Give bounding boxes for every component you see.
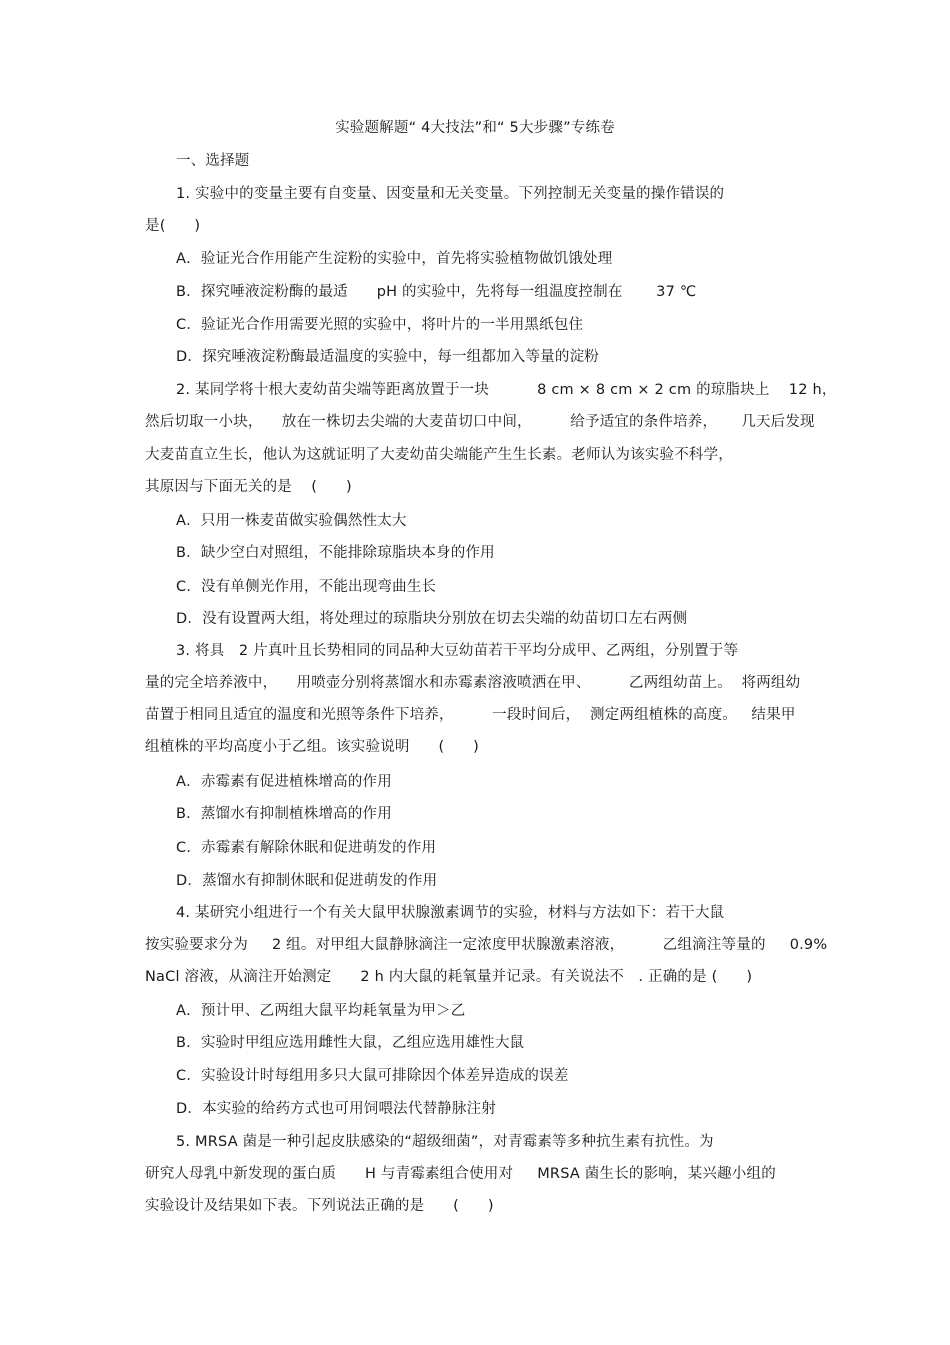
q1-option-c: C．验证光合作用需要光照的实验中，将叶片的一半用黑纸包住 <box>176 317 584 333</box>
q2-stem-line1: 2. 某同学将十根大麦幼苗尖端等距离放置于一块 8 cm × 8 cm × 2 cm 的琼脂块上 12 h， <box>176 382 837 398</box>
document-title: 实验题解题“ 4大技法”和“ 5大步骤”专练卷 <box>335 120 615 136</box>
q3-stem-line2: 量的完全培养液中， 用喷壶分别将蒸馏水和赤霉素溶液喷洒在甲、 乙两组幼苗上。 将两组幼 <box>145 675 801 691</box>
q3-option-a: A．赤霉素有促进植株增高的作用 <box>176 774 392 790</box>
q3-option-c: C．赤霉素有解除休眠和促进萌发的作用 <box>176 840 437 856</box>
q5-stem-line2: 研究人母乳中新发现的蛋白质 H 与青霉素组合使用对 MRSA 菌生长的影响，某兴趣小组的 <box>145 1166 776 1182</box>
q1-stem-line1: 1. 实验中的变量主要有自变量、因变量和无关变量。下列控制无关变量的操作错误的 <box>176 186 725 202</box>
q4-option-d: D．本实验的给药方式也可用饲喂法代替静脉注射 <box>176 1101 497 1117</box>
q1-stem-line2: 是( ) <box>145 218 201 234</box>
q2-option-c: C．没有单侧光作用，不能出现弯曲生长 <box>176 579 437 595</box>
q2-option-b: B．缺少空白对照组，不能排除琼脂块本身的作用 <box>176 545 495 561</box>
q2-stem-line4: 其原因与下面无关的是 ( ) <box>145 479 352 495</box>
q2-stem-line2: 然后切取一小块， 放在一株切去尖端的大麦苗切口中间， 给予适宜的条件培养， 几天后发现 <box>145 414 815 430</box>
q3-option-d: D．蒸馏水有抑制休眠和促进萌发的作用 <box>176 873 438 889</box>
q5-stem-line3: 实验设计及结果如下表。下列说法正确的是 ( ) <box>145 1198 494 1214</box>
q4-stem-line3: NaCl 溶液，从滴注开始测定 2 h 内大鼠的耗氧量并记录。有关说法不 . 正确的是 ( ) <box>145 969 753 985</box>
q4-option-b: B．实验时甲组应选用雌性大鼠，乙组应选用雄性大鼠 <box>176 1035 525 1051</box>
q4-stem-line2: 按实验要求分为 2 组。对甲组大鼠静脉滴注一定浓度甲状腺激素溶液， 乙组滴注等量的 0.9% <box>145 937 828 953</box>
q2-option-a: A．只用一株麦苗做实验偶然性太大 <box>176 513 407 529</box>
q4-option-c: C．实验设计时每组用多只大鼠可排除因个体差异造成的误差 <box>176 1068 569 1084</box>
q3-stem-line4: 组植株的平均高度小于乙组。该实验说明 ( ) <box>145 739 480 755</box>
q2-option-d: D．没有设置两大组，将处理过的琼脂块分别放在切去尖端的幼苗切口左右两侧 <box>176 611 688 627</box>
section-heading: 一、选择题 <box>176 153 250 169</box>
q1-option-d: D．探究唾液淀粉酶最适温度的实验中，每一组都加入等量的淀粉 <box>176 349 599 365</box>
q3-stem-line3: 苗置于相同且适宜的温度和光照等条件下培养， 一段时间后， 测定两组植株的高度。 结果甲 <box>145 707 796 723</box>
q1-option-b: B．探究唾液淀粉酶的最适 pH 的实验中，先将每一组温度控制在 37 ℃ <box>176 284 697 300</box>
q1-option-a: A．验证光合作用能产生淀粉的实验中，首先将实验植物做饥饿处理 <box>176 251 613 267</box>
q2-stem-line3: 大麦苗直立生长，他认为这就证明了大麦幼苗尖端能产生生长素。老师认为该实验不科学， <box>145 447 733 463</box>
q3-option-b: B．蒸馏水有抑制植株增高的作用 <box>176 806 392 822</box>
q3-stem-line1: 3. 将具 2 片真叶且长势相同的同品种大豆幼苗若干平均分成甲、乙两组，分别置于等 <box>176 643 739 659</box>
q5-stem-line1: 5. MRSA 菌是一种引起皮肤感染的“超级细菌”，对青霉素等多种抗生素有抗性。为 <box>176 1134 714 1150</box>
q4-stem-line1: 4. 某研究小组进行一个有关大鼠甲状腺激素调节的实验，材料与方法如下：若干大鼠 <box>176 905 725 921</box>
q4-option-a: A．预计甲、乙两组大鼠平均耗氧量为甲＞乙 <box>176 1003 466 1019</box>
